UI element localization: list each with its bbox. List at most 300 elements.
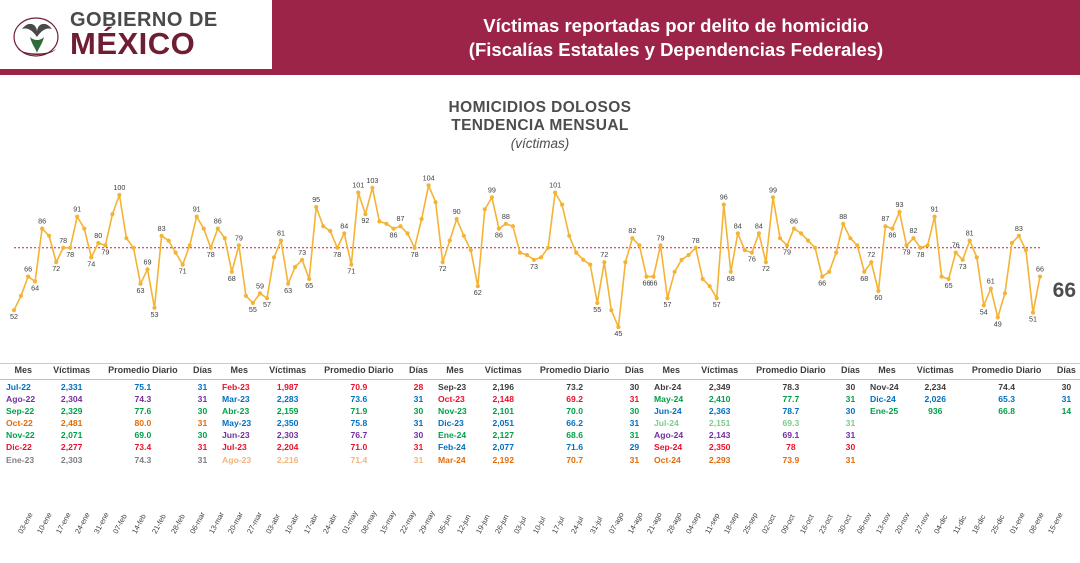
svg-text:83: 83	[157, 223, 166, 233]
x-axis-tick-label: 05-jun	[435, 512, 454, 536]
table-row	[0, 429, 216, 441]
table-cell: 2,071	[60, 430, 83, 441]
svg-text:78: 78	[691, 235, 700, 245]
table-cell: 2,293	[708, 454, 731, 465]
svg-text:84: 84	[733, 221, 742, 231]
x-axis-tick-label: 26-jun	[492, 512, 511, 536]
svg-text:63: 63	[284, 285, 293, 295]
svg-text:71: 71	[178, 266, 187, 276]
svg-text:101: 101	[352, 180, 365, 190]
svg-text:73: 73	[958, 261, 967, 271]
table-cell: 78.7	[782, 405, 800, 416]
table-row	[216, 454, 432, 466]
table-cell: 73.9	[782, 454, 800, 465]
table-cell: 71.9	[350, 405, 368, 416]
table-cell: Abr-23	[222, 405, 250, 416]
table-cell: Jul-24	[654, 418, 679, 429]
column-header: Víctimas	[47, 364, 97, 380]
table-row	[216, 429, 432, 441]
table-row	[648, 417, 864, 429]
svg-text:73: 73	[298, 247, 307, 257]
svg-text:78: 78	[916, 249, 925, 259]
x-axis-tick-label: 18-dic	[969, 513, 988, 536]
table-cell: 31	[629, 393, 640, 404]
x-axis-tick-label: 03-abr	[264, 512, 282, 536]
table-row	[648, 405, 864, 417]
x-axis-tick-label: 14-ago	[626, 510, 646, 536]
table-cell: 73.2	[566, 381, 583, 392]
svg-text:83: 83	[1014, 223, 1023, 233]
table-cell: 31	[845, 454, 856, 465]
chart-plot-area	[0, 161, 1080, 361]
column-header: Víctimas	[695, 364, 745, 380]
table-row	[864, 380, 1080, 393]
svg-text:103: 103	[366, 175, 379, 185]
x-axis-tick-label: 15-may	[378, 509, 398, 536]
x-axis-tick-label: 01-may	[340, 509, 360, 536]
table-row	[432, 454, 648, 466]
svg-text:96: 96	[719, 192, 728, 202]
svg-text:79: 79	[783, 247, 791, 257]
x-axis-tick-label: 27-nov	[912, 511, 932, 536]
x-axis-tick-label: 04-sep	[683, 511, 703, 536]
table-cell: 2,143	[708, 430, 731, 441]
x-axis-tick-label: 06-mar	[187, 510, 207, 536]
svg-text:79: 79	[234, 233, 243, 243]
table-cell: 74.3	[134, 454, 152, 465]
table-cell: Jun-23	[222, 430, 250, 441]
x-axis-tick-label: 08-ene	[1026, 510, 1046, 536]
header-title-line-2: (Fiscalías Estatales y Dependencias Federales)	[468, 38, 884, 60]
table-cell: 31	[845, 418, 856, 429]
table-cell: 31	[629, 418, 640, 429]
table-cell: 31	[413, 393, 424, 404]
table-cell: 31	[197, 418, 208, 429]
table-cell: 30	[413, 430, 424, 441]
page-header	[0, 0, 1080, 75]
table-cell: 73.4	[134, 442, 152, 453]
table-cell: 28	[413, 381, 424, 392]
column-header: Días	[1053, 364, 1080, 380]
svg-text:66: 66	[24, 264, 33, 274]
svg-text:65: 65	[305, 281, 314, 290]
x-axis-tick-label: 08-may	[359, 509, 379, 536]
table-cell: May-24	[654, 393, 684, 404]
column-header: Mes	[216, 364, 263, 380]
table-cell: Ago-24	[654, 430, 684, 441]
table-cell: 30	[629, 405, 640, 416]
table-cell: 78	[786, 442, 796, 453]
table-cell: Sep-24	[654, 442, 683, 453]
table-cell: 71.4	[350, 454, 368, 465]
svg-text:57: 57	[712, 300, 721, 310]
table-cell: 2,026	[924, 393, 946, 404]
x-axis-tick-label: 10-ene	[35, 510, 54, 536]
svg-text:55: 55	[593, 305, 602, 314]
summary-table-block	[432, 364, 648, 466]
svg-text:72: 72	[52, 264, 61, 274]
gob-line-2: MÉXICO	[70, 26, 196, 61]
svg-text:87: 87	[881, 214, 890, 224]
summary-table-block	[216, 364, 432, 466]
table-cell: Abr-24	[654, 381, 682, 392]
svg-text:72: 72	[438, 264, 447, 274]
table-cell: Mar-23	[222, 393, 250, 404]
table-row	[216, 405, 432, 417]
x-axis-tick-label: 31-jul	[588, 515, 605, 536]
svg-text:63: 63	[136, 285, 145, 295]
svg-text:78: 78	[410, 249, 419, 259]
table-cell: 31	[845, 393, 856, 404]
svg-text:100: 100	[113, 183, 126, 192]
column-header: Mes	[432, 364, 478, 380]
table-cell: Sep-23	[438, 381, 467, 392]
table-cell: 31	[845, 430, 856, 441]
table-cell: 30	[845, 381, 856, 392]
column-header: Víctimas	[910, 364, 960, 380]
table-cell: 31	[413, 454, 424, 465]
table-cell: 31	[197, 454, 208, 465]
table-cell: 76.7	[350, 430, 368, 441]
svg-text:72: 72	[600, 250, 609, 260]
svg-text:86: 86	[213, 216, 222, 226]
svg-text:79: 79	[656, 233, 665, 243]
table-cell: 2,159	[276, 405, 299, 416]
svg-text:101: 101	[549, 180, 562, 190]
x-axis-tick-label: 17-jul	[550, 515, 567, 536]
table-cell: 31	[413, 418, 424, 429]
svg-text:57: 57	[663, 300, 672, 310]
svg-text:76: 76	[747, 254, 756, 264]
table-row	[216, 380, 432, 393]
table-cell: 30	[413, 405, 424, 416]
last-value-label: 66	[1052, 279, 1076, 302]
svg-text:79: 79	[902, 247, 911, 257]
table-cell: 31	[197, 393, 208, 404]
svg-text:86: 86	[389, 230, 398, 240]
x-axis-tick-label: 25-sep	[740, 511, 760, 536]
table-cell: Oct-23	[438, 393, 465, 404]
x-axis-tick-label: 24-ene	[73, 510, 92, 536]
table-cell: 30	[197, 430, 208, 441]
table-cell: 1,987	[276, 381, 299, 392]
x-axis-tick-label: 29-may	[416, 509, 437, 536]
table-row	[432, 441, 648, 453]
svg-text:52: 52	[10, 312, 18, 322]
x-axis-tick-label: 23-oct	[817, 512, 835, 536]
svg-text:81: 81	[965, 228, 974, 238]
table-cell: 14	[1061, 405, 1072, 416]
table-cell: Ene-23	[6, 454, 35, 465]
table-cell: 2,277	[60, 442, 83, 453]
svg-text:57: 57	[263, 300, 271, 310]
table-cell: 31	[197, 442, 208, 453]
column-header: Promedio Diario	[745, 364, 837, 380]
svg-text:66: 66	[649, 278, 658, 288]
svg-text:86: 86	[790, 216, 798, 226]
table-row	[864, 393, 1080, 405]
svg-text:91: 91	[73, 204, 82, 214]
x-axis-tick-label: 03-jul	[511, 515, 529, 536]
chart-title	[0, 99, 1080, 151]
table-row	[432, 417, 648, 429]
table-cell: Jul-22	[6, 381, 31, 392]
svg-text:59: 59	[256, 281, 264, 291]
table-cell: 69.3	[782, 418, 800, 429]
table-cell: 68.6	[566, 430, 583, 441]
chart-title-line-1: HOMICIDIOS DOLOSOS	[448, 99, 632, 116]
x-axis-tick-label: 20-nov	[893, 511, 912, 536]
table-row	[216, 441, 432, 453]
table-cell: 31	[413, 442, 424, 453]
table-cell: 29	[629, 442, 640, 453]
x-axis-tick-label: 24-jul	[569, 515, 586, 536]
table-cell: Dic-24	[870, 393, 896, 404]
svg-text:68: 68	[726, 273, 735, 283]
table-cell: 2,303	[60, 454, 83, 465]
svg-text:93: 93	[895, 199, 904, 209]
svg-text:95: 95	[312, 195, 321, 204]
mexico-eagle-icon	[10, 7, 62, 63]
svg-text:68: 68	[860, 273, 869, 283]
table-cell: 70.9	[350, 381, 368, 392]
column-header: Mes	[0, 364, 47, 380]
svg-text:74: 74	[87, 259, 96, 269]
x-axis-labels	[0, 483, 1080, 545]
table-row	[0, 441, 216, 453]
table-row	[648, 380, 864, 393]
table-row	[0, 417, 216, 429]
table-row	[0, 393, 216, 405]
svg-text:62: 62	[473, 288, 482, 298]
line-chart	[0, 161, 1080, 361]
column-header: Víctimas	[478, 364, 528, 380]
table-cell: Jun-24	[654, 405, 682, 416]
svg-text:86: 86	[888, 230, 897, 240]
table-cell: 2,304	[60, 393, 83, 404]
x-axis-tick-label: 04-dic	[931, 513, 949, 536]
x-axis-tick-label: 20-mar	[225, 510, 245, 536]
table-cell: 2,350	[276, 418, 299, 429]
table-row	[432, 405, 648, 417]
table-cell: 2,363	[708, 405, 731, 416]
table-cell: 80.0	[134, 418, 152, 429]
svg-text:82: 82	[628, 226, 637, 236]
svg-text:91: 91	[192, 204, 201, 214]
column-header: Días	[837, 364, 864, 380]
table-row	[648, 429, 864, 441]
svg-text:53: 53	[150, 309, 159, 319]
svg-text:54: 54	[979, 307, 988, 317]
table-cell: 69.0	[134, 430, 152, 441]
x-axis-tick-label: 22-may	[397, 509, 418, 536]
column-header: Promedio Diario	[313, 364, 405, 380]
table-row	[648, 393, 864, 405]
table-cell: 30	[197, 405, 208, 416]
table-row	[432, 393, 648, 405]
table-cell: 74.4	[998, 381, 1015, 392]
table-cell: 69.2	[566, 393, 583, 404]
table-cell: Ene-24	[438, 430, 467, 441]
table-cell: 2,077	[492, 442, 514, 453]
x-axis-tick-label: 10-abr	[283, 512, 301, 536]
table-cell: 75.8	[350, 418, 368, 429]
column-header: Días	[189, 364, 216, 380]
table-cell: 75.1	[134, 381, 152, 392]
table-cell: Sep-22	[6, 405, 35, 416]
table-cell: 77.7	[782, 393, 800, 404]
table-cell: 70.7	[566, 454, 583, 465]
x-axis-tick-label: 12-jun	[454, 512, 473, 536]
x-axis-tick-label: 28-ago	[664, 510, 684, 536]
svg-text:66: 66	[818, 278, 827, 288]
summary-table-grid	[0, 364, 1080, 466]
table-cell: 66.2	[566, 418, 583, 429]
x-axis-tick-label: 01-ene	[1007, 510, 1027, 536]
svg-text:88: 88	[501, 211, 510, 221]
x-axis-tick-label: 07-feb	[111, 512, 130, 536]
svg-text:82: 82	[909, 226, 918, 236]
table-cell: 2,196	[492, 381, 514, 392]
column-header: Mes	[864, 364, 910, 380]
gob-line-1: GOBIERNO DE	[70, 9, 218, 31]
table-cell: 2,148	[492, 393, 514, 404]
table-cell: 66.8	[998, 405, 1015, 416]
svg-text:86: 86	[494, 230, 503, 240]
table-cell: 65.3	[998, 393, 1015, 404]
x-axis-tick-label: 21-feb	[149, 512, 168, 536]
svg-text:79: 79	[101, 247, 110, 257]
x-axis-tick-label: 10-jul	[531, 515, 548, 536]
svg-text:68: 68	[227, 273, 236, 283]
table-row	[0, 380, 216, 393]
x-axis-tick-label: 19-jun	[473, 512, 492, 536]
x-axis-tick-label: 17-ene	[54, 510, 73, 536]
government-logo-block	[0, 0, 272, 75]
svg-text:91: 91	[930, 204, 939, 214]
x-axis-tick-label: 02-oct	[759, 512, 778, 536]
column-header: Víctimas	[263, 364, 313, 380]
svg-text:78: 78	[66, 249, 75, 259]
table-cell: Nov-24	[870, 381, 899, 392]
column-header: Días	[621, 364, 648, 380]
table-cell: 2,151	[708, 418, 731, 429]
svg-text:86: 86	[38, 216, 47, 226]
table-cell: 2,101	[492, 405, 514, 416]
column-header: Mes	[648, 364, 695, 380]
table-cell: 71.0	[350, 442, 368, 453]
x-axis-tick-label: 17-abr	[302, 512, 321, 536]
svg-text:78: 78	[206, 249, 215, 259]
table-cell: 30	[845, 405, 856, 416]
svg-text:71: 71	[347, 266, 356, 276]
table-cell: 31	[1061, 393, 1072, 404]
x-axis-tick-label: 31-ene	[92, 510, 112, 536]
table-cell: 78.3	[782, 381, 800, 392]
x-axis-tick-label: 09-oct	[779, 512, 797, 536]
table-cell: Dic-22	[6, 442, 32, 453]
table-row	[432, 380, 648, 393]
svg-text:60: 60	[874, 293, 883, 302]
svg-text:92: 92	[361, 216, 370, 226]
table-cell: Oct-24	[654, 454, 681, 465]
table-cell: 73.6	[350, 393, 368, 404]
table-cell: Oct-22	[6, 418, 33, 429]
table-cell: 31	[629, 430, 640, 441]
svg-text:80: 80	[94, 231, 103, 240]
table-row	[0, 454, 216, 466]
table-cell: 2,303	[276, 430, 299, 441]
x-axis-tick-label: 16-oct	[798, 512, 816, 536]
table-row	[216, 393, 432, 405]
table-cell: 30	[629, 381, 640, 392]
svg-text:73: 73	[530, 261, 538, 271]
svg-text:51: 51	[1029, 314, 1037, 324]
table-cell: 2,331	[60, 381, 83, 392]
svg-text:55: 55	[248, 305, 257, 314]
column-header: Promedio Diario	[528, 364, 620, 380]
table-cell: 77.6	[134, 405, 152, 416]
table-cell: 69.1	[782, 430, 800, 441]
table-cell: 2,410	[708, 393, 731, 404]
header-title-banner	[272, 0, 1080, 75]
column-header: Promedio Diario	[97, 364, 189, 380]
x-axis-tick-label: 25-dic	[988, 513, 1007, 536]
x-axis-tick-label: 27-mar	[244, 510, 264, 536]
table-row	[864, 405, 1080, 417]
x-axis-tick-label: 13-mar	[206, 510, 226, 536]
table-cell: 2,234	[924, 381, 946, 392]
svg-text:78: 78	[59, 235, 68, 245]
svg-text:69: 69	[143, 257, 152, 267]
table-cell: 2,127	[492, 430, 514, 441]
svg-text:65: 65	[944, 281, 953, 290]
table-cell: Feb-23	[222, 381, 250, 392]
svg-text:87: 87	[396, 214, 405, 224]
table-cell: May-23	[222, 418, 252, 429]
x-axis-tick-label: 14-feb	[130, 512, 149, 536]
svg-text:88: 88	[839, 211, 848, 221]
table-cell: 936	[928, 405, 943, 416]
table-cell: 2,481	[60, 418, 83, 429]
svg-text:72: 72	[761, 264, 770, 274]
svg-text:104: 104	[422, 173, 435, 183]
svg-text:99: 99	[487, 185, 496, 195]
table-cell: 2,051	[492, 418, 514, 429]
table-cell: 2,349	[708, 381, 731, 392]
svg-text:61: 61	[986, 276, 995, 286]
x-axis-tick-label: 18-sep	[721, 511, 741, 536]
svg-text:99: 99	[769, 185, 777, 195]
table-cell: Dic-23	[438, 418, 464, 429]
svg-text:49: 49	[993, 319, 1002, 329]
table-cell: 2,216	[276, 454, 299, 465]
table-cell: Feb-24	[438, 442, 466, 453]
table-cell: Nov-23	[438, 405, 467, 416]
chart-title-line-2: TENDENCIA MENSUAL	[451, 117, 629, 134]
table-cell: 74.3	[134, 393, 152, 404]
table-row	[648, 441, 864, 453]
column-header: Promedio Diario	[960, 364, 1052, 380]
x-axis-tick-label: 03-ene	[16, 510, 35, 536]
summary-table-block	[0, 364, 216, 466]
summary-table-block	[864, 364, 1080, 466]
x-axis-tick-label: 30-oct	[836, 512, 854, 536]
chart-subtitle: (víctimas)	[510, 136, 570, 151]
table-row	[432, 429, 648, 441]
table-cell: Ago-23	[222, 454, 252, 465]
summary-table-block	[648, 364, 864, 466]
